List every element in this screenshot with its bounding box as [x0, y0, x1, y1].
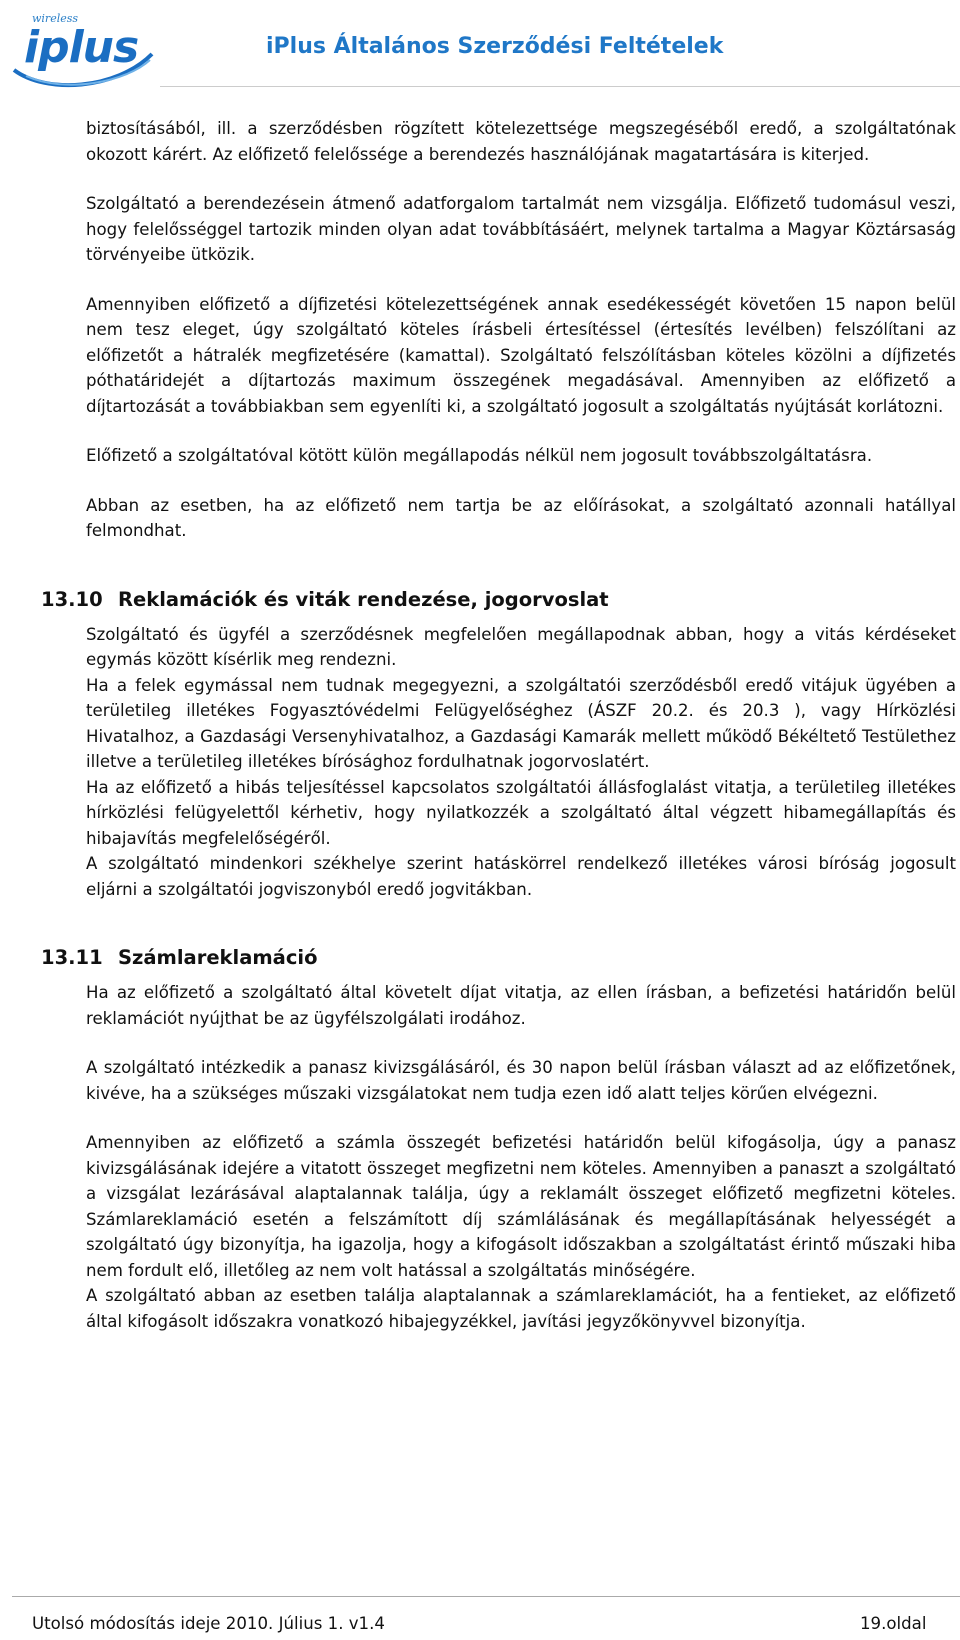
paragraph: Amennyiben előfizető a díjfizetési kötelezettségének annak esedékességét követően 15 napon belül nem tesz eleget, úgy szolgáltató köteles írásbeli értesítéssel (értesítés levélben) felszólítani az előfizetőt a hátralék megfizetésére (kamattal). Szolgáltató felszólításban köteles közölni a díjfizetés póthatáridejét a díjtartozás maximum összegének megadásával. Amennyiben az előfizető a díjtartozását a továbbiakban sem egyenlíti ki, a szolgáltató jogosult a szolgáltatás nyújtását korlátozni. — [86, 294, 956, 416]
paragraph: Szolgáltató a berendezésein átmenő adatforgalom tartalmát nem vizsgálja. Előfizető tudomásul veszi, hogy felelősséggel tartozik minden olyan adat továbbításáért, melynek tartalma a Magyar Köztársaság törvényeibe ütközik. — [86, 194, 956, 264]
paragraph: biztosításából, ill. a szerződésben rögzített kötelezettsége megszegéséből eredő, a szolgáltatónak okozott kárért. Az előfizető felelőssége a berendezés használójának magatartására is kiterjed. — [86, 119, 956, 164]
document-body — [41, 116, 956, 1334]
paragraph: Ha a felek egymással nem tudnak megegyezni, a szolgáltatói szerződésből eredő vitájuk ügyében a területileg illetékes Fogyasztóvédelmi Felügyelőséghez (ÁSZF 20.2. és 20.3 ), vagy Hírközlési Hivatalhoz, a Gazdasági Versenyhivatalhoz, a Gazdasági Kamarák mellett működő Békéltető Testülethez illetve a területileg illetékes bírósághoz fordulhatnak jogorvoslatért. — [86, 675, 956, 771]
paragraph: A szolgáltató intézkedik a panasz kivizsgálásáról, és 30 napon belül írásban választ ad az előfizetőnek, kivéve, ha a szükséges műszaki vizsgálatokat nem tudja ezen idő alatt teljes körűen elvégezni. — [86, 1058, 956, 1103]
paragraph: Abban az esetben, ha az előfizető nem tartja be az előírásokat, a szolgáltató azonnali hatállyal felmondhat. — [86, 495, 956, 540]
iplus-logo — [6, 10, 156, 90]
paragraph: A szolgáltató abban az esetben találja alaptalannak a számlareklamációt, ha a fentieket, az előfizető által kifogásolt időszakra vonatkozó hibajegyzékkel, javítási jegyzőkönyvvel bizonyítja. — [86, 1286, 956, 1331]
footer-divider — [12, 1596, 960, 1597]
page-header — [0, 0, 960, 90]
section-title: Reklamációk és viták rendezése, jogorvoslat — [118, 587, 609, 611]
paragraph: Szolgáltató és ügyfél a szerződésnek megfelelően megállapodnak abban, hogy a vitás kérdéseket egymás között kísérlik meg rendezni. — [86, 624, 956, 669]
paragraph: A szolgáltató mindenkori székhelye szerint hatáskörrel rendelkező illetékes városi bíróság jogosult eljárni a szolgáltatói jogviszonyból eredő jogvitákban. — [86, 854, 956, 899]
document-title: iPlus Általános Szerződési Feltételek — [266, 34, 724, 59]
section-heading-13-10 — [41, 587, 956, 618]
footer-page-number: 19.oldal — [860, 1614, 927, 1633]
paragraph: Ha az előfizető a hibás teljesítéssel kapcsolatos szolgáltatói állásfoglalást vitatja, a területileg illetékes hírközlési felügyelettől kérhetiv, hogy nyilatkozzék a szolgáltató által végzett hibamegállapítás és hibajavítás megfelelőségéről. — [86, 777, 956, 848]
section-number: 13.11 — [41, 946, 103, 969]
paragraph: Amennyiben az előfizető a számla összegét befizetési határidőn belül kifogásolja, úgy a panasz kivizsgálásának idejére a vitatott összeget megfizetni nem köteles. Amennyiben a panaszt a szolgáltató a vizsgálat lezárásával alaptalannak találja, úgy a reklamált összeget előfizető megfizetni köteles. Számlareklamáció esetén a felszámított díj számlálásának és megállapításának helyességét a szolgáltató úgy bizonyítja, ha igazolja, hogy a kifogásolt időszakban a szolgáltatást érintő műszaki hiba nem fordult elő, illetőleg az nem volt hatással a szolgáltatás minőségére. — [86, 1133, 956, 1280]
header-divider — [160, 86, 960, 87]
footer-modified-date: Utolsó módosítás ideje 2010. Július 1. v1.4 — [32, 1614, 385, 1633]
paragraph: Előfizető a szolgáltatóval kötött külön megállapodás nélkül nem jogosult továbbszolgáltatásra. — [86, 446, 873, 465]
section-number: 13.10 — [41, 587, 103, 611]
logo-main-text: iplus — [24, 22, 139, 73]
paragraph: Ha az előfizető a szolgáltató által követelt díjat vitatja, az ellen írásban, a befizetési határidőn belül reklamációt nyújthat be az ügyfélszolgálati irodához. — [86, 983, 956, 1028]
logo-wireless-text: wireless — [32, 12, 79, 25]
section-heading-13-11 — [41, 946, 956, 976]
section-title: Számlareklamáció — [118, 946, 318, 969]
